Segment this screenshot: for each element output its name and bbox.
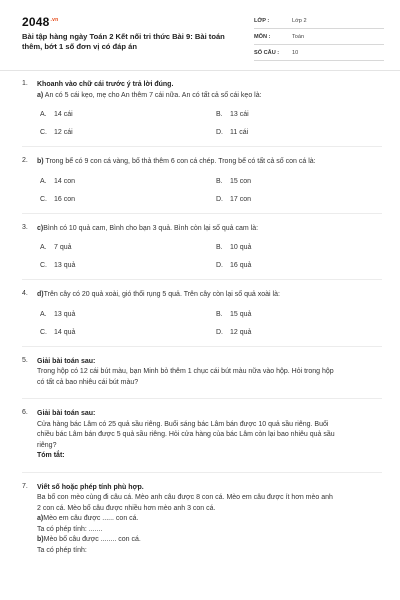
question-separator (22, 472, 382, 473)
answer-option[interactable] (216, 129, 392, 136)
question-number: 4. (22, 290, 28, 297)
option-letter: B. (216, 310, 223, 318)
option-text: 10 quả (230, 244, 252, 251)
option-text: 14 quả (54, 328, 76, 336)
info-value: Lớp 2 (292, 18, 307, 24)
question-separator (22, 279, 382, 280)
info-row-subject (254, 31, 384, 45)
option-letter: C. (40, 262, 47, 269)
answer-options (37, 111, 382, 136)
answer-option[interactable] (40, 329, 216, 336)
option-letter: C. (40, 129, 47, 136)
option-text: 14 cái (54, 111, 73, 118)
option-text: 16 con (54, 195, 76, 203)
option-text: 13 cái (230, 111, 249, 118)
sub-question-label: b) (37, 158, 44, 165)
question-text (37, 546, 382, 557)
option-text: 7 quả (54, 244, 72, 251)
option-letter: D. (216, 262, 223, 269)
answer-option[interactable] (40, 196, 216, 203)
option-letter: B. (216, 244, 223, 251)
question-separator (22, 398, 382, 399)
answer-option[interactable] (216, 111, 392, 118)
question-block (22, 357, 382, 389)
question-text (37, 504, 382, 515)
question-text (37, 441, 382, 452)
option-text: 12 cái (54, 129, 73, 136)
question-text (37, 420, 382, 431)
question-line-text: chiều bác Lâm bán được 5 quả sầu riêng. Hỏi cửa hàng của bác Lâm còn lại bao nhiêu quả sầu (37, 431, 335, 438)
question-block (22, 409, 382, 462)
document-title: Bài tập hàng ngày Toán 2 Kết nối tri thức Bài 9: Bài toán thêm, bớt 1 số đơn vị có đáp án (22, 32, 225, 51)
question-line-text: Giải bài toán sau: (37, 357, 96, 365)
question-text (37, 535, 382, 546)
question-line-text: Giải bài toán sau: (37, 410, 96, 417)
question-number: 3. (22, 223, 28, 231)
info-key: MÔN : (254, 34, 271, 40)
question-number: 5. (22, 356, 28, 364)
info-value: 10 (292, 50, 299, 56)
question-line-text: 2 con cá. Mèo bố câu được nhiều hơn mèo anh 3 con cá. (37, 504, 216, 512)
question-block (22, 290, 382, 336)
option-letter: A. (40, 310, 47, 318)
question-separator (22, 146, 382, 147)
logo-main-text: 2048 (22, 15, 50, 29)
question-list (22, 80, 382, 566)
question-text (37, 367, 382, 378)
option-text: 11 cái (230, 129, 249, 136)
option-letter: C. (40, 195, 47, 203)
answer-option[interactable] (216, 244, 392, 251)
question-number: 7. (22, 482, 28, 490)
question-line-text: Khoanh vào chữ cái trước ý trả lời đúng. (37, 81, 174, 88)
info-key: SỐ CÂU : (254, 50, 280, 56)
answer-option[interactable] (216, 196, 392, 203)
question-text (37, 378, 382, 389)
question-instruction (37, 357, 382, 368)
question-separator (22, 346, 382, 347)
document-header (22, 12, 382, 64)
question-instruction (37, 80, 382, 91)
option-letter: A. (40, 111, 47, 118)
question-line-text: Ba bố con mèo cùng đi câu cá. Mèo anh câu được 8 con cá. Mèo em câu được ít hơn mèo anh (37, 494, 333, 501)
question-line-text: Cửa hàng bác Lâm có 25 quả sầu riêng. Buổi sáng bác Lâm bán được 10 quả sầu riêng. Buổi (37, 420, 329, 428)
option-text: 13 quả (54, 310, 76, 318)
sub-question-label: c) (37, 224, 44, 232)
option-letter: A. (40, 177, 47, 185)
question-line-text: Trong bể có 9 con cá vàng, bố thả thêm 6 con cá chép. Trong bể có tất cả số con cá là: (43, 158, 316, 165)
header-divider (0, 70, 400, 71)
question-line-text: Viết số hoặc phép tính phù hợp. (37, 483, 144, 491)
answer-option[interactable] (40, 129, 216, 136)
question-text (37, 91, 382, 102)
option-text: 17 con (230, 195, 252, 203)
question-block (22, 224, 382, 270)
document-info-panel (254, 15, 384, 63)
question-number: 1. (22, 80, 28, 87)
question-text (37, 430, 382, 441)
sub-question-label: a) (37, 515, 44, 522)
question-line-text: có tất cả bao nhiêu cái bút màu? (37, 378, 139, 386)
sub-question-label: d) (37, 291, 44, 298)
answer-option[interactable] (40, 244, 216, 251)
question-line-text: Trong hộp có 12 cái bút màu, bạn Minh bỏ thêm 1 chục cái bút màu nữa vào hộp. Hỏi trong hộp (37, 368, 334, 375)
answer-option[interactable] (40, 111, 216, 118)
option-text: 16 quả (230, 262, 252, 269)
option-letter: C. (40, 328, 47, 336)
question-separator (22, 213, 382, 214)
question-line-text: Ta có phép tính: ....... (37, 525, 103, 533)
question-text (37, 514, 382, 525)
question-line-text: Trên cây có 20 quả xoài, gió thổi rụng 5 quả. Trên cây còn lại số quả xoài là: (43, 291, 280, 298)
question-line-text: Ta có phép tính: (37, 546, 87, 554)
option-letter: B. (216, 111, 223, 118)
option-letter: A. (40, 244, 47, 251)
question-text (37, 525, 382, 536)
answer-option[interactable] (40, 262, 216, 269)
answer-option[interactable] (216, 311, 392, 318)
question-block (22, 483, 382, 557)
logo-suffix-text: .vn (50, 17, 59, 23)
option-text: 15 quả (230, 310, 252, 318)
question-instruction (37, 483, 382, 494)
option-text: 13 quả (54, 262, 76, 269)
option-letter: B. (216, 177, 223, 185)
question-instruction (37, 451, 382, 462)
question-number: 6. (22, 409, 28, 416)
option-text: 15 con (230, 177, 252, 185)
option-text: 12 quả (230, 328, 252, 336)
question-block (22, 157, 382, 203)
sub-question-label: b) (37, 536, 44, 543)
option-letter: D. (216, 195, 223, 203)
question-block (22, 80, 382, 136)
option-text: 14 con (54, 177, 76, 185)
answer-option[interactable] (216, 178, 392, 185)
question-text (37, 493, 382, 504)
question-line-text: Mèo em câu được ...... con cá. (43, 515, 139, 522)
answer-options (37, 311, 382, 336)
option-letter: D. (216, 129, 223, 136)
question-number: 2. (22, 157, 28, 164)
answer-options (37, 244, 382, 269)
question-line-text: Tóm tắt: (37, 452, 65, 459)
info-value: Toán (292, 34, 305, 40)
answer-option[interactable] (40, 178, 216, 185)
site-logo[interactable] (22, 15, 58, 29)
info-row-class (254, 15, 384, 29)
sub-question-label: a) (37, 91, 44, 99)
answer-option[interactable] (216, 262, 392, 269)
question-instruction (37, 409, 382, 420)
question-text (37, 224, 382, 235)
question-line-text: An có 5 cái kẹo, mẹ cho An thêm 7 cái nữa. An có tất cả số cái kẹo là: (43, 91, 262, 99)
info-row-question-count (254, 47, 384, 61)
question-line-text: Bình có 10 quả cam, Bình cho bạn 3 quả. Bình còn lại số quả cam là: (43, 224, 259, 232)
answer-option[interactable] (216, 329, 392, 336)
question-text (37, 157, 382, 168)
answer-option[interactable] (40, 311, 216, 318)
option-letter: D. (216, 328, 223, 336)
question-text (37, 290, 382, 301)
info-key: LỚP : (254, 18, 270, 24)
answer-options (37, 178, 382, 203)
question-line-text: riêng? (37, 441, 57, 449)
question-line-text: Mèo bố câu được ........ con cá. (43, 536, 141, 543)
